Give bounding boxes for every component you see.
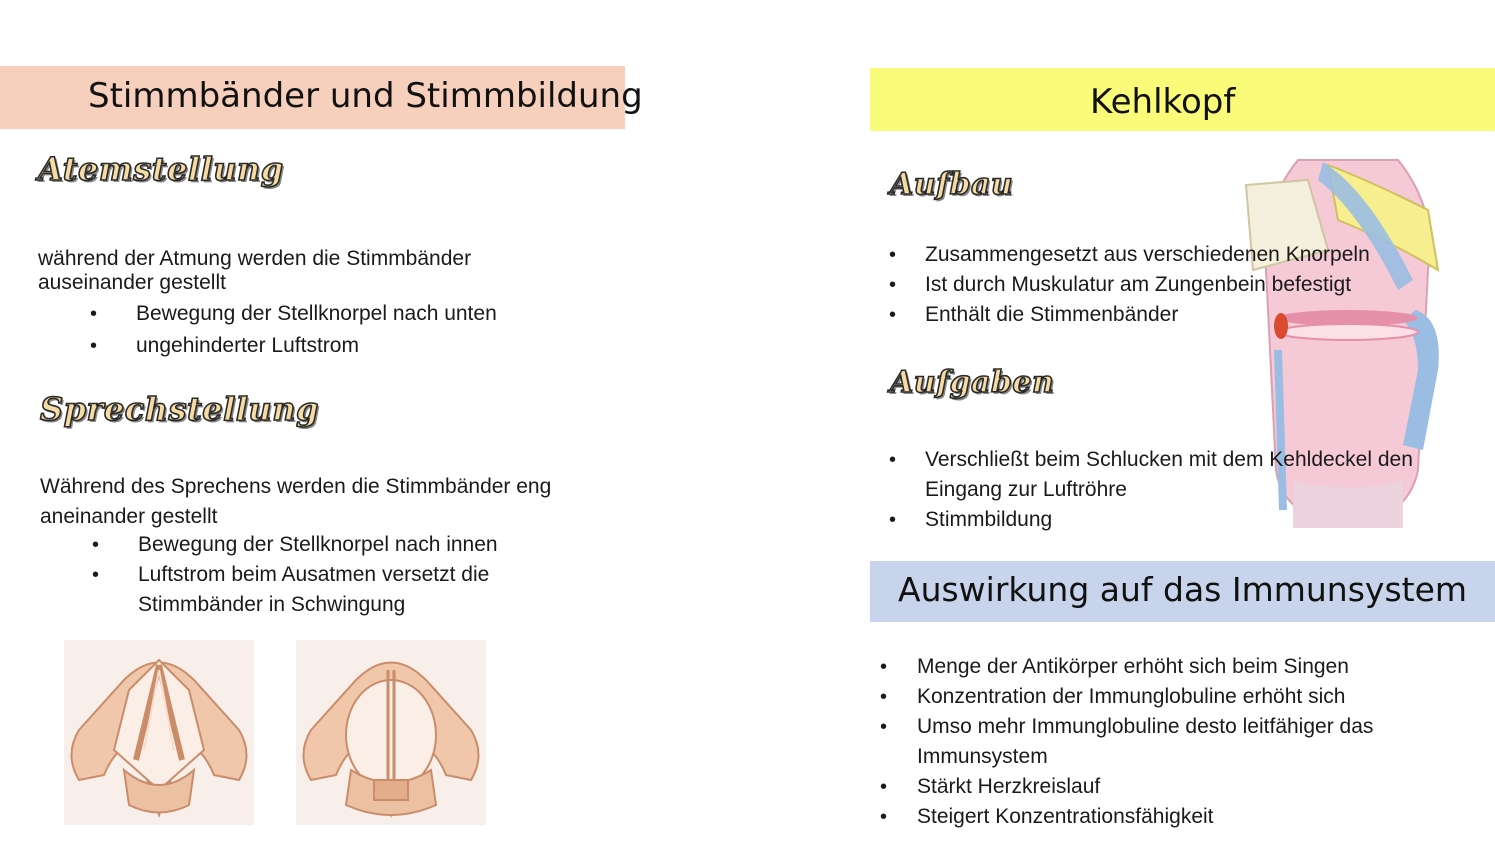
aufgaben-heading: Aufgaben [890, 365, 1055, 400]
list-item: • Stimmbildung [889, 505, 1413, 535]
list-item: • Menge der Antikörper erhöht sich beim Singen [880, 652, 1373, 682]
list-item: • Umso mehr Immunglobuline desto leitfähiger das Immunsystem [880, 712, 1373, 772]
atemstellung-heading: Atemstellung [38, 150, 284, 188]
list-item: • Stärkt Herzkreislauf [880, 772, 1373, 802]
list-item: • Enthält die Stimmenbänder [889, 300, 1370, 330]
list-item: • Steigert Konzentrationsfähigkeit [880, 802, 1373, 832]
list-item: • ungehinderter Luftstrom [90, 331, 497, 361]
list-item: • Luftstrom beim Ausatmen versetzt die Stimmbänder in Schwingung [92, 560, 498, 620]
sprechstellung-text-line: Während des Sprechens werden die Stimmbänder eng [40, 475, 552, 498]
atemstellung-text [38, 247, 471, 295]
immunsystem-title: Auswirkung auf das Immunsystem [898, 570, 1468, 609]
list-item: • Konzentration der Immunglobuline erhöht sich [880, 682, 1373, 712]
list-item: • Bewegung der Stellknorpel nach unten [90, 299, 497, 329]
list-item: • Ist durch Muskulatur am Zungenbein befestigt [889, 270, 1370, 300]
vocal-folds-closed-illustration [296, 640, 486, 825]
sprechstellung-heading: Sprechstellung [40, 390, 319, 428]
kehlkopf-title: Kehlkopf [1090, 82, 1236, 122]
list-item: • Verschließt beim Schlucken mit dem Kehldeckel den Eingang zur Luftröhre [889, 445, 1413, 505]
atemstellung-text-line: während der Atmung werden die Stimmbänder [38, 247, 472, 270]
sprechstellung-text-line: aneinander gestellt [40, 505, 218, 528]
sprechstellung-text [40, 472, 551, 532]
list-item: • Bewegung der Stellknorpel nach innen [92, 530, 498, 560]
aufgaben-bullets [889, 445, 1413, 535]
aufbau-heading: Aufbau [890, 167, 1014, 202]
atemstellung-bullets [90, 299, 497, 361]
left-title: Stimmbänder und Stimmbildung [88, 76, 643, 116]
atemstellung-text-line: auseinander gestellt [38, 271, 226, 294]
list-item: • Zusammengesetzt aus verschiedenen Knorpeln [889, 240, 1370, 270]
sprechstellung-bullets [92, 530, 498, 620]
immunsystem-bullets [880, 652, 1373, 832]
aufbau-bullets [889, 240, 1370, 330]
vocal-folds-open-illustration [64, 640, 254, 825]
